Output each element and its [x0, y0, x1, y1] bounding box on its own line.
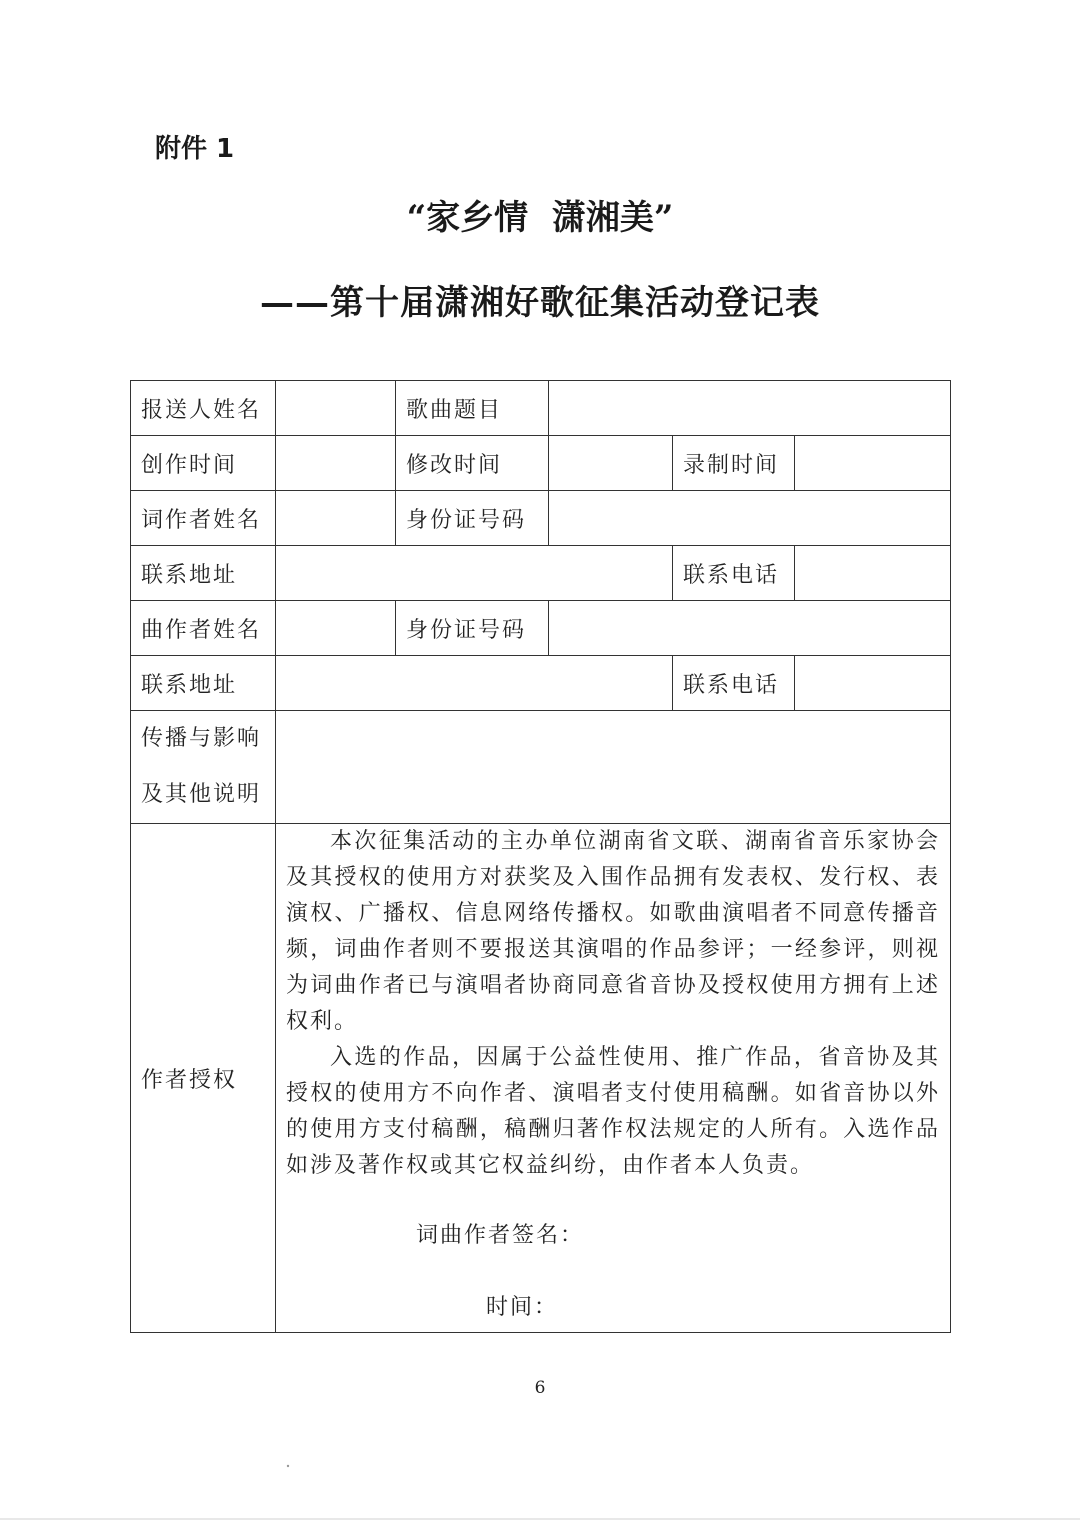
lyricist-name-label: 词作者姓名	[131, 491, 276, 546]
page-title: “家乡情 潇湘美”	[406, 198, 674, 238]
signature-label: 词曲作者签名：	[416, 1223, 585, 1248]
recording-time-label: 录制时间	[673, 436, 795, 491]
scan-speck	[287, 1465, 289, 1467]
submitter-name-label: 报送人姓名	[131, 381, 276, 436]
page-subtitle: ——第十届潇湘好歌征集活动登记表	[260, 283, 820, 323]
page-number: 6	[534, 1378, 546, 1398]
authorization-paragraph-1: 本次征集活动的主办单位湖南省文联、湖南省音乐家协会及其授权的使用方对获奖及入围作品拥有发表权、发行权、表演权、广播权、信息网络传播权。如歌曲演唱者不同意传播音频，词曲作者则不要报送其演唱的作品参评；一经参评，则视为词曲作者已与演唱者协商同意省音协及授权使用方拥有上述权利。	[286, 829, 940, 1034]
lyricist-phone-label: 联系电话	[673, 546, 795, 601]
authorization-label: 作者授权	[131, 824, 276, 1333]
authorization-paragraph-2: 入选的作品，因属于公益性使用、推广作品，省音协及其授权的使用方不向作者、演唱者支付使用稿酬。如省音协以外的使用方支付稿酬，稿酬归著作权法规定的人所有。入选作品如涉及著作权或其它权益纠纷，由作者本人负责。	[286, 1045, 940, 1178]
composer-name-label: 曲作者姓名	[131, 601, 276, 656]
notes-label-line2: 及其他说明	[141, 782, 262, 807]
creation-time-label: 创作时间	[131, 436, 276, 491]
lyricist-id-label: 身份证号码	[396, 491, 549, 546]
lyricist-address-label: 联系地址	[131, 546, 276, 601]
attachment-label: 附件 1	[155, 134, 235, 164]
composer-id-label: 身份证号码	[396, 601, 549, 656]
composer-phone-label: 联系电话	[673, 656, 795, 711]
composer-address-label: 联系地址	[131, 656, 276, 711]
notes-label-line1: 传播与影响	[141, 726, 262, 751]
revision-time-label: 修改时间	[396, 436, 549, 491]
song-title-label: 歌曲题目	[396, 381, 549, 436]
signature-date-label: 时间：	[486, 1295, 559, 1320]
